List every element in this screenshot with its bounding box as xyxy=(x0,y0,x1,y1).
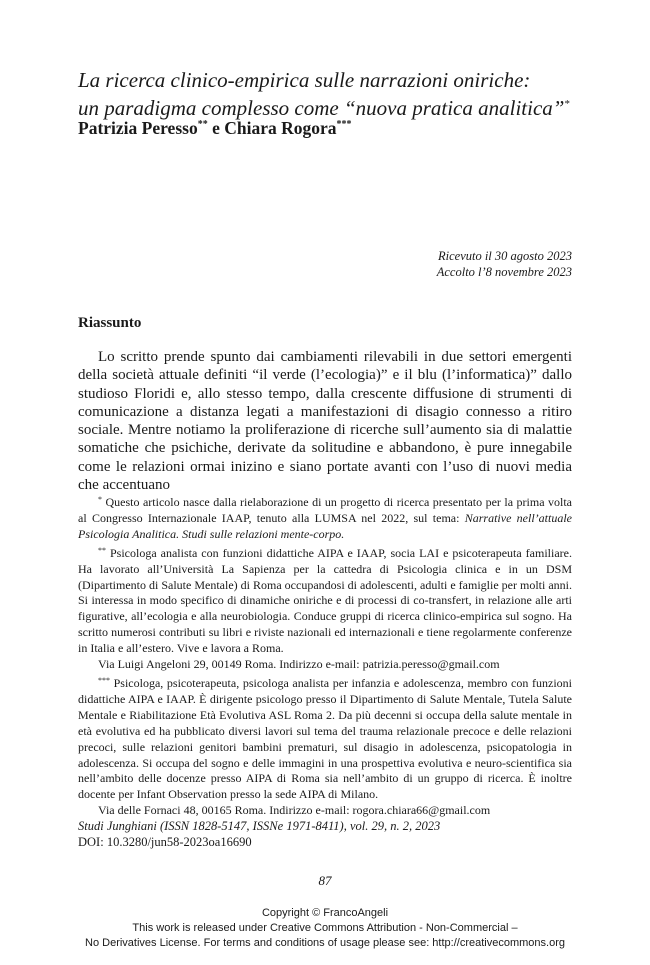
footnote-1-text: Questo articolo nasce dalla rielaborazione di un progetto di ricerca presentato per la prima volta al Congresso Internazionale IAAP, tenuto alla LUMSA nel 2022, sul tema: xyxy=(78,495,572,525)
title-line-2 xyxy=(78,92,598,120)
abstract-heading: Riassunto xyxy=(78,315,142,331)
author-rogora: Chiara Rogora xyxy=(224,118,337,138)
abstract-body xyxy=(78,348,572,494)
footnote-2-address: Via Luigi Angeloni 29, 00149 Roma. Indirizzo e-mail: patrizia.peresso@gmail.com xyxy=(98,657,500,672)
footnote-3-address: Via delle Fornaci 48, 00165 Roma. Indirizzo e-mail: rogora.chiara66@gmail.com xyxy=(98,803,491,818)
doi: DOI: 10.3280/jun58-2023oa16690 xyxy=(78,835,252,849)
footnote-2 xyxy=(78,543,572,657)
author-rogora-mark: *** xyxy=(336,119,352,130)
license-footer xyxy=(0,906,650,951)
submission-dates xyxy=(437,248,572,280)
accepted-date: Accolto l’8 novembre 2023 xyxy=(436,265,572,279)
footnote-2-text: Psicologa analista con funzioni didattiche AIPA e IAAP, socia LAI e psicoterapeuta familiare. Ha lavorato all’Università La Sapienza per la cattedra di Psicologia clinica e in un DSM (Dipartimento di Salute Mentale) di Roma occupandosi di adolescenti, adulti e famiglie per molti anni. Si interessa in modo specifico di dinamiche oniriche e di processi di co-transfert, in relazione alle arti figurative, all’ecologia e alla neurobiologia. Conduce gruppi di ricerca clinico-empirica sul sogno. Ha scritto numerosi contributi su libri e riviste nazionali ed internazionali e tiene regolarmente conferenze in Italia e all’estero. Vive e lavora a Roma. xyxy=(78,545,572,656)
journal-reference: Studi Junghiani (ISSN 1828-5147, ISSNe 1971-8411), vol. 29, n. 2, 2023 xyxy=(78,819,441,833)
received-date: Ricevuto il 30 agosto 2023 xyxy=(437,249,572,263)
footnotes xyxy=(78,492,572,819)
footnote-1-theme: Narrative nell’attuale Psicologia Analitica. Studi sulle relazioni mente-corpo. xyxy=(78,510,573,541)
journal-citation xyxy=(78,818,440,850)
footnote-3 xyxy=(78,673,572,803)
title-line-2-text: un paradigma complesso come “nuova pratica analitica” xyxy=(78,96,565,120)
author-peresso: Patrizia Peresso xyxy=(78,118,198,138)
title-line-1: La ricerca clinico-empirica sulle narrazioni oniriche: xyxy=(78,68,531,92)
copyright-line: Copyright © FrancoAngeli xyxy=(261,907,389,919)
footnote-2-mark: ** xyxy=(98,545,106,555)
footnote-3-mark: *** xyxy=(98,675,110,685)
title-footnote-mark: * xyxy=(564,98,570,110)
license-line-1: This work is released under Creative Commons Attribution - Non-Commercial – xyxy=(132,922,518,934)
footnote-3-text: Psicologa, psicoterapeuta, psicologa analista per infanzia e adolescenza, membro con funzioni didattiche AIPA e IAAP. È dirigente psicologo presso il Dipartimento di Salute Mentale, Tutela Salute Mentale e Riabilitazione Età Evolutiva ASL Roma 2. Da più decenni si occupa della salute mentale in età evolutiva ed ha pubblicato diversi lavori sul tema del trauma relazionale precoce e delle relazioni precoci, sulle relazioni genitori bambini prematuri, sul disagio in adolescenza, psicopatologia in adolescenza. Si occupa del sogno e delle immagini in una prospettiva evolutiva e neuro-scientifica sia nell’ambito delle docenze presso AIPA di Roma sia nell’ambito di un gruppo di ricerca. È inoltre docente per Infant Observation presso la sede AIPA di Milano. xyxy=(78,675,572,802)
footnote-1-mark: * xyxy=(98,495,102,504)
authors xyxy=(78,118,352,139)
author-conjunction: e xyxy=(207,118,225,138)
author-peresso-mark: ** xyxy=(197,119,208,130)
page-number: 87 xyxy=(318,873,332,888)
article-title xyxy=(78,68,598,120)
abstract-paragraph: Lo scritto prende spunto dai cambiamenti rilevabili in due settori emergenti della società attuale definiti “il verde (l’ecologia)” e il blu (l’informatica)” dallo studioso Floridi e, allo stesso tempo, dalla crescente diffusione di strumenti di comunicazione a distanza legati a manifestazioni di disagio connesso a ritiro sociale. Mentre notiamo la proliferazione di ricerche sull’aumento sia di malattie somatiche che psichiche, derivate da solitudine e abbandono, è pure innegabile come le relazioni ormai inizino e siano portate avanti con l’uso di nuovi media che accentuano xyxy=(78,349,572,494)
license-line-2: No Derivatives License. For terms and conditions of usage please see: http://creativecommons.org xyxy=(85,937,565,949)
footnote-1 xyxy=(78,492,572,543)
